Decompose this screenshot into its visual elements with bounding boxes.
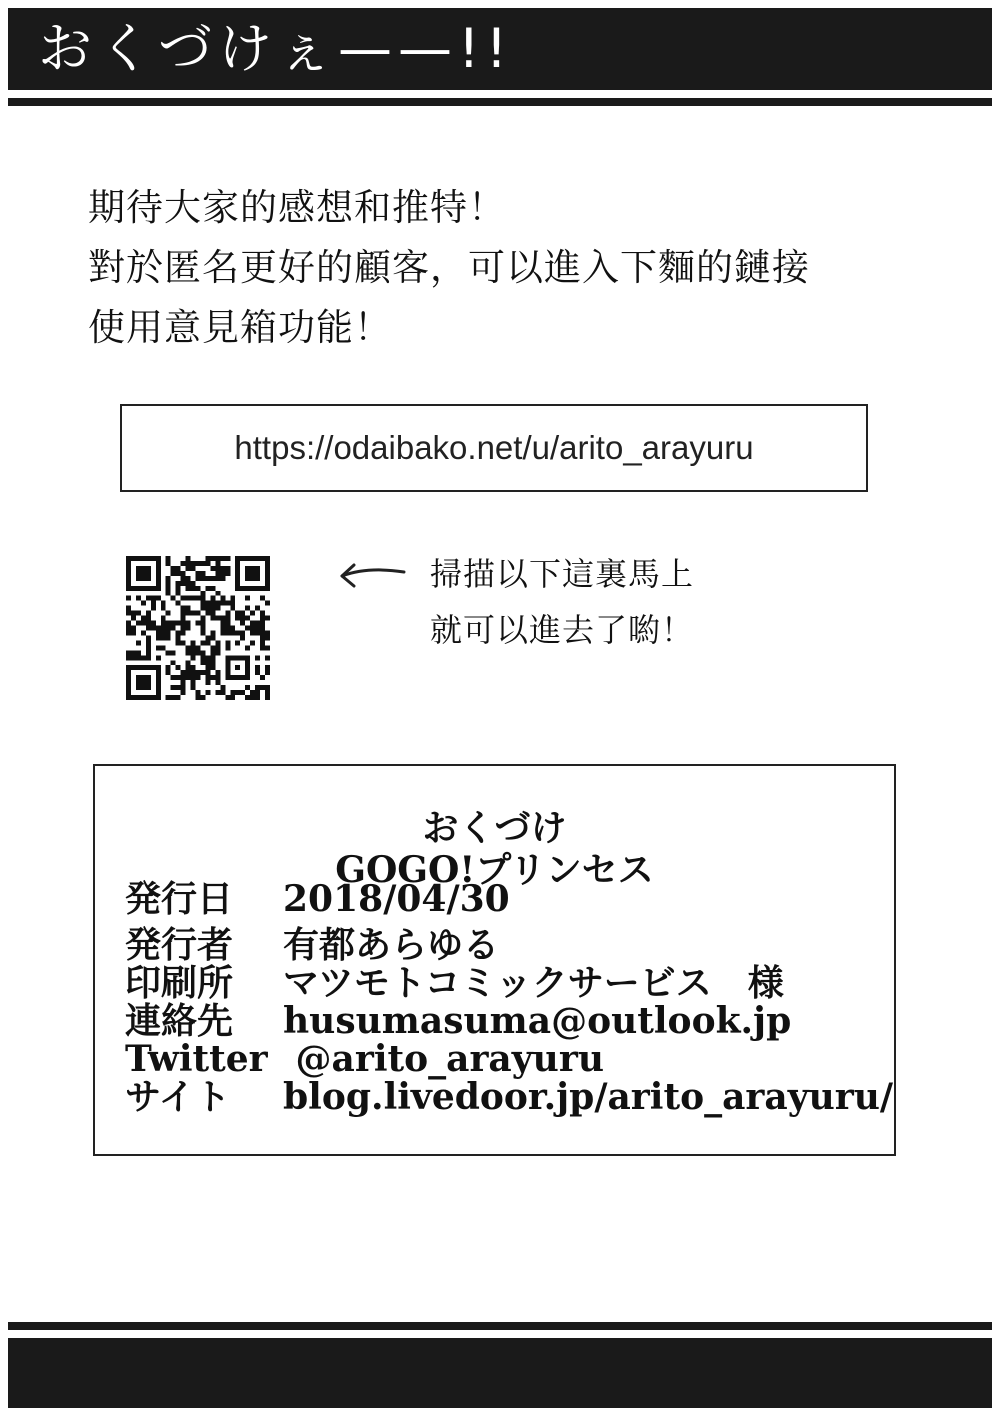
message-line: 期待大家的感想和推特！ (88, 186, 506, 229)
colophon-site-link[interactable]: blog.livedoor.jp/arito_arayuru/ (283, 1076, 894, 1118)
url-link[interactable]: https://odaibako.net/u/arito_arayuru (234, 429, 754, 466)
colophon-subtitle: GOGO!プリンセス (335, 849, 654, 891)
colophon-key: 発行者 (125, 924, 234, 966)
colophon-title: おくづけ (422, 807, 567, 849)
colophon-key: 連絡先 (125, 1000, 234, 1042)
left-arrow-icon (338, 560, 408, 590)
message-block (88, 178, 810, 358)
colophon-value: 2018/04/30 (283, 878, 510, 920)
footer-bar (8, 1338, 992, 1408)
colophon-value: 有都あらゆる (283, 924, 500, 966)
message-line: 使用意見箱功能！ (88, 306, 392, 349)
colophon-key: Twitter (125, 1038, 268, 1080)
url-box[interactable] (120, 404, 868, 492)
header-bar (8, 8, 992, 90)
qr-caption (430, 546, 694, 658)
page-title: おくづけぇ——!! (38, 17, 514, 80)
qr-code-icon[interactable] (126, 556, 270, 700)
colophon-row-date (125, 876, 510, 922)
colophon-key: 発行日 (125, 878, 234, 920)
qr-caption-line: 掃描以下這裏馬上 (430, 555, 695, 593)
colophon-email[interactable]: husumasuma@outlook.jp (283, 1000, 792, 1042)
colophon-box (93, 764, 896, 1156)
colophon-value: マツモトコミックサービス 様 (283, 962, 784, 1004)
qr-caption-line: 就可以進去了喲！ (430, 611, 695, 649)
colophon-row-site (125, 1074, 893, 1120)
colophon-twitter-handle[interactable]: @arito_arayuru (283, 1038, 604, 1080)
header-divider (8, 98, 992, 106)
colophon-key: 印刷所 (125, 962, 234, 1004)
message-line: 對於匿名更好的顧客，可以進入下麵的鏈接 (88, 246, 810, 289)
footer-divider (8, 1322, 992, 1330)
colophon-key: サイト (125, 1076, 231, 1118)
